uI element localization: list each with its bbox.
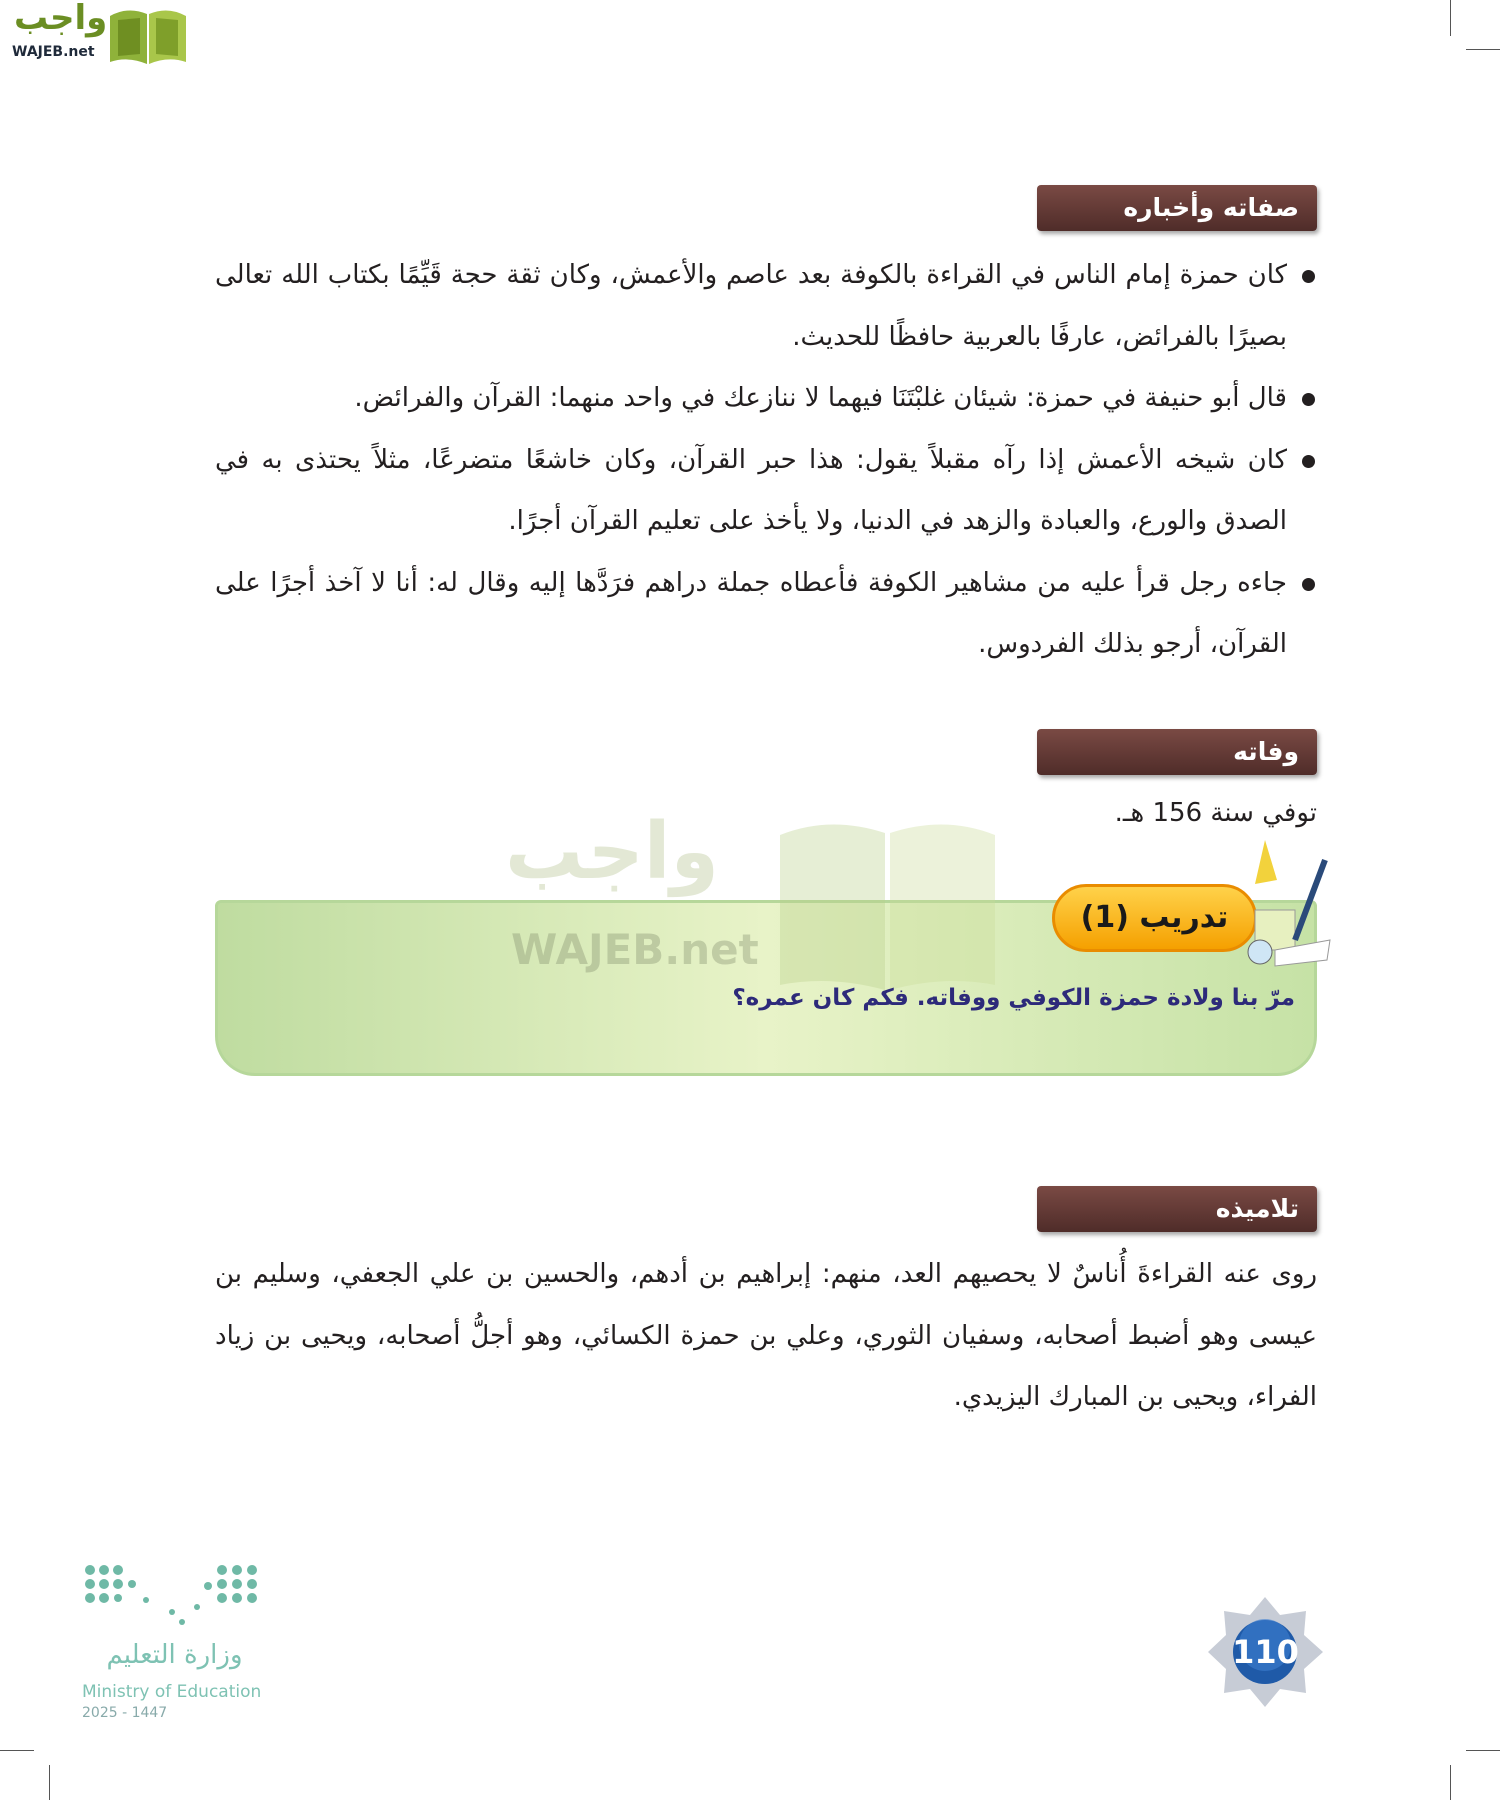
death-text: توفي سنة 156 هـ. [1114, 798, 1317, 828]
crop-mark [0, 1750, 34, 1751]
crop-mark [1466, 49, 1500, 50]
section-heading-traits: صفاته وأخباره [1037, 185, 1317, 231]
logo-latin: WAJEB.net [12, 44, 95, 60]
crop-mark [1450, 1765, 1451, 1800]
section-heading-students: تلاميذه [1037, 1186, 1317, 1232]
exercise-badge: تدريب (1) [1052, 884, 1257, 952]
crop-mark [1450, 0, 1451, 36]
watermark-arabic: واجب [505, 807, 720, 897]
list-item: كان حمزة إمام الناس في القراءة بالكوفة بعد عاصم والأعمش، وكان ثقة حجة قَيِّمًا بكتاب الله تعالى بصيرًا بالفرائض، عارفًا بالعربية حافظًا للحديث. [215, 245, 1317, 368]
crop-mark [49, 1765, 50, 1800]
page-number: 110 [1232, 1633, 1299, 1671]
ministry-name-en: Ministry of Education [82, 1682, 262, 1702]
ministry-logo [82, 1562, 272, 1727]
logo-arabic: واجب [14, 0, 108, 38]
exercise-question: مرّ بنا ولادة حمزة الكوفي ووفاته. فكم كان عمره؟ [732, 985, 1295, 1011]
traits-list [215, 245, 1317, 676]
students-text: روى عنه القراءةَ أُناسٌ لا يحصيهم العد، منهم: إبراهيم بن أدهم، والحسين بن علي الجعفي، وسليم بن عيسى وهو أضبط أصحابه، وسفيان الثوري، وعلي بن حمزة الكسائي، وهو أجلُّ أصحابه، ويحيى بن زياد الفراء، ويحيى بن المبارك اليزيدي. [215, 1259, 1317, 1412]
edition-year: 2025 - 1447 [82, 1705, 168, 1721]
ministry-name-ar: وزارة التعليم [106, 1640, 243, 1670]
wajeb-logo[interactable] [10, 0, 190, 66]
list-item: قال أبو حنيفة في حمزة: شيئان غلبْتَنَا فيهما لا ننازعك في واحد منهما: القرآن والفرائض. [215, 368, 1317, 430]
bullet-icon [1302, 578, 1315, 591]
bullet-icon [1302, 455, 1315, 468]
stationery-icon [1235, 840, 1335, 970]
crop-mark [1466, 1750, 1500, 1751]
watermark [505, 807, 1005, 990]
watermark-latin: WAJEB.net [511, 925, 759, 974]
book-icon [106, 6, 190, 66]
book-icon [775, 815, 1000, 990]
list-item: كان شيخه الأعمش إذا رآه مقبلاً يقول: هذا حبر القرآن، وكان خاشعًا متضرعًا، مثلاً يحتذى به في الصدق والورع، والعبادة والزهد في الدنيا، ولا يأخذ على تعليم القرآن أجرًا. [215, 430, 1317, 553]
ministry-dots-icon [82, 1562, 267, 1627]
bullet-icon [1302, 393, 1315, 406]
bullet-icon [1302, 270, 1315, 283]
section-heading-death: وفاته [1037, 729, 1317, 775]
list-item: جاءه رجل قرأ عليه من مشاهير الكوفة فأعطاه جملة دراهم فرَدَّها إليه وقال له: أنا لا آخذ أجرًا على القرآن، أرجو بذلك الفردوس. [215, 553, 1317, 676]
page-number-badge [1208, 1597, 1323, 1707]
